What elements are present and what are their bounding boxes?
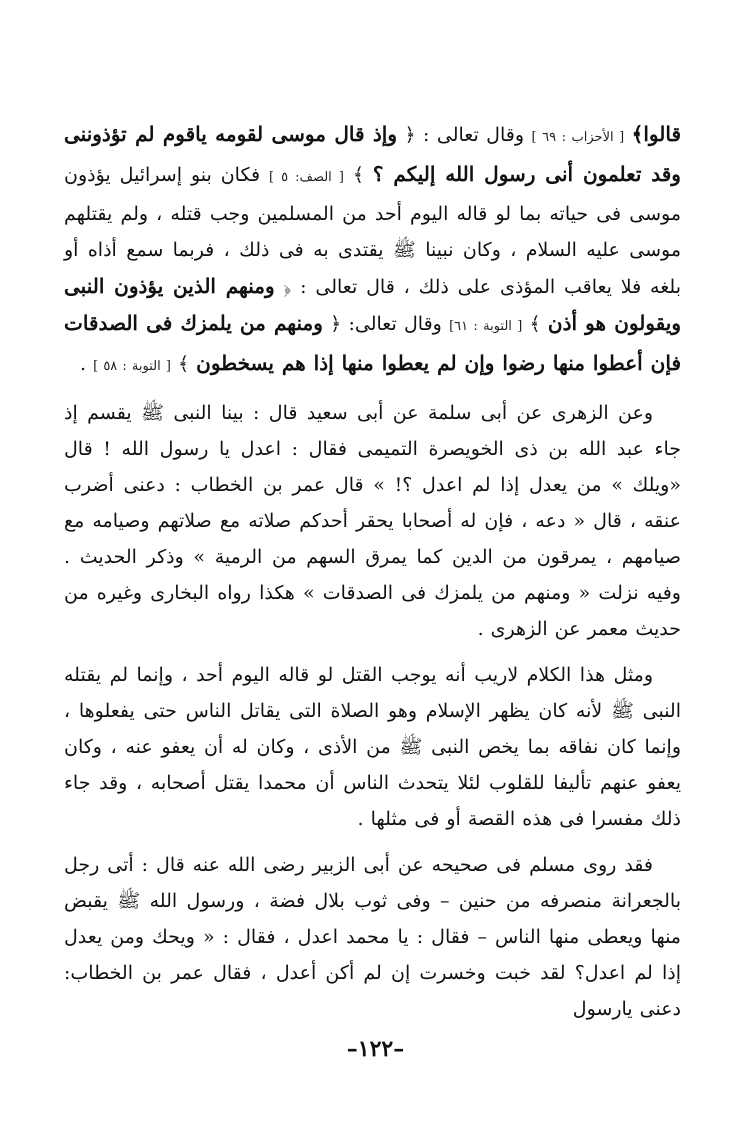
quran-verse: ومنهم الذين يؤذون النبى ويقولون هو أذن — [64, 274, 681, 335]
text-run: وعن الزهرى عن أبى سلمة عن أبى سعيد قال : بينا النبى ﷺ يقسم إذ جاء عبد الله بن ذى الخويصرة التميمى فقال : اعدل يا رسول الله ! قال «ويلك » من يعدل إذا لم اعدل ؟! » قال عمر بن الخطاب : دعنى أضرب عنقه ، قال « دعه ، فإن له أصحابا يحقر أحدكم صلاته مع صلاتهم وصيامه مع صيامهم ، يمرقون من الدين كما يمرق السهم من الرمية » وذكر الحديث . وفيه نزلت « ومنهم من يلمزك فى الصدقات » هكذا رواه البخارى وغيره من حديث معمر عن الزهرى . — [64, 402, 681, 640]
quran-citation: [ التوبة : ٥٨ ] — [93, 359, 171, 374]
text-run: وقال تعالى: ﴿ — [322, 313, 450, 335]
text-run: ومثل هذا الكلام لاريب أنه يوجب القتل لو قاله اليوم أحد ، وإنما لم يقتله النبى ﷺ لأنه كان يظهر الإسلام وهو الصلاة التى يقاتل الناس حتى يفعلوها ، وإنما كان نفاقه بما يخص النبى ﷺ من الأذى ، وكان له أن يعفو عنه ، وكان يعفو عنهم تأليفا للقلوب لئلا يتحدث الناس أن محمدا يقتل أصحابه ، وقد جاء ذلك مفسرا فى هذه القصة أو فى مثلها . — [64, 664, 681, 830]
text-run: وقال تعالى : ﴿ — [397, 124, 532, 146]
quran-citation: [ الأحزاب : ٦٩ ] — [531, 130, 625, 145]
paragraph-3 — [64, 657, 681, 837]
quran-verse: قالوا﴾ — [631, 122, 682, 146]
text-run: فكان بنو إسرائيل يؤذون موسى فى حياته بما لو قاله اليوم أحد من المسلمين وجب قتله ، ولم يقتلهم موسى عليه السلام ، وكان نبينا ﷺ يقتدى به فى ذلك ، فربما سمع أذاه أو بلغه فلا يعاقب المؤذى على ذلك ، قال تعالى : ﴿ — [64, 164, 681, 298]
quran-verse: ومنهم من يلمزك فى الصدقات فإن أعطوا منها رضوا وإن لم يعطوا منها إذا هم يسخطون — [64, 311, 681, 375]
page-body — [64, 116, 682, 1020]
quran-verse: وإذ قال موسى لقومه ياقوم لم تؤذوننى وقد تعلمون أنى رسول الله إليكم ؟ — [64, 122, 681, 186]
paragraph-1 — [64, 116, 681, 385]
text-run: ﴾ — [170, 353, 197, 375]
paragraph-4 — [64, 847, 681, 1027]
page-number: –١٢٢– — [346, 1036, 405, 1062]
text-run: فقد روى مسلم فى صحيحه عن أبى الزبير رضى الله عنه قال : أتى رجل بالجعرانة منصرفه من حنين – وفى ثوب بلال فضة ، ورسول الله ﷺ يقبض منها ويعطى منها الناس – فقال : يا محمد اعدل ، فقال : « ويحك ومن يعدل إذا لم اعدل؟ لقد خبت وخسرت إن لم أكن أعدل ، فقال عمر بن الخطاب: دعنى يارسول — [64, 854, 681, 1020]
text-run: ﴾ — [522, 313, 548, 335]
quran-citation: [ الصف: ٥ ] — [268, 170, 344, 185]
paragraph-2 — [64, 395, 681, 647]
text-run: ﴾ — [343, 164, 373, 186]
text-run — [624, 124, 631, 146]
quran-citation: [ التوبة : ٦١] — [449, 319, 523, 334]
text-run: . — [80, 353, 94, 375]
